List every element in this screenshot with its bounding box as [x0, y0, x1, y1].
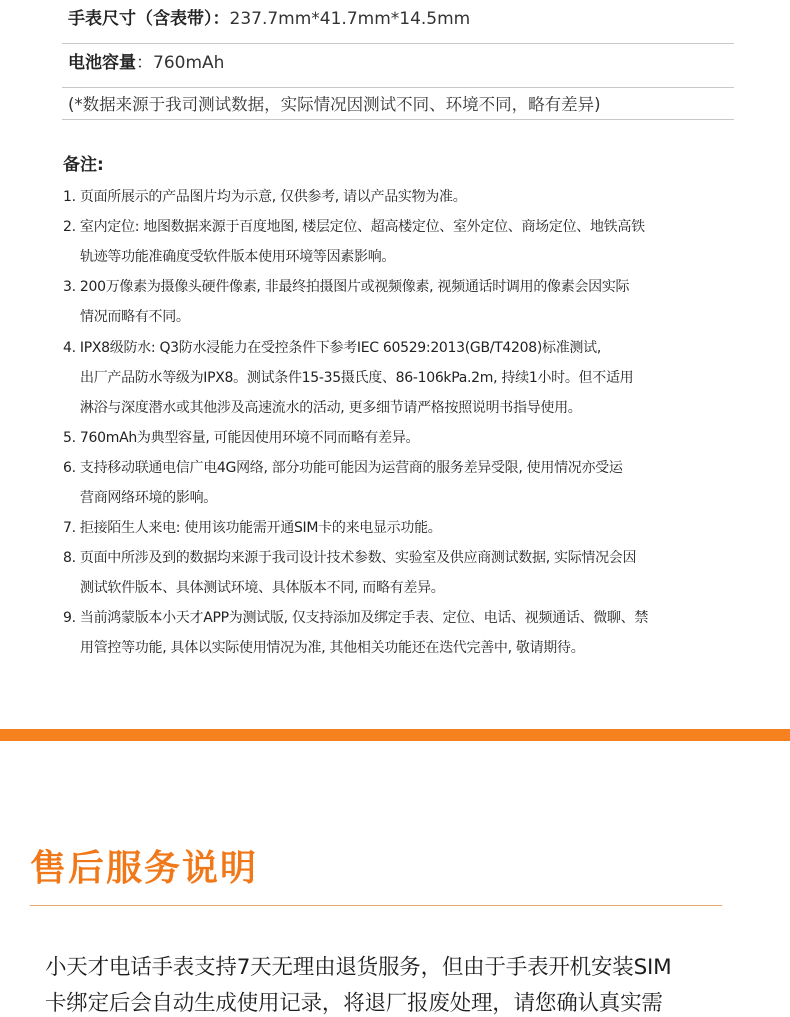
note-line: 6. 支持移动联通电信广电4G网络, 部分功能可能因为运营商的服务差异受限, 使用情况亦受运: [63, 460, 623, 476]
section-divider-bar: [0, 729, 790, 741]
note-line: 5. 760mAh为典型容量, 可能因使用环境不同而略有差异。: [63, 430, 420, 446]
note-line: 3. 200万像素为摄像头硬件像素, 非最终拍摄图片或视频像素, 视频通话时调用的像素会因实际: [63, 279, 630, 295]
note-line: 情况而略有不同。: [80, 309, 190, 325]
note-line: 淋浴与深度潜水或其他涉及高速流水的活动, 更多细节请严格按照说明书指导使用。: [80, 400, 582, 416]
after-sales-text-line: 卡绑定后会自动生成使用记录，将退厂报废处理，请您确认真实需: [45, 991, 663, 1016]
note-line: 2. 室内定位: 地图数据来源于百度地图, 楼层定位、超高楼定位、室外定位、商场定位、地铁高铁: [63, 219, 645, 235]
note-line: 8. 页面中所涉及到的数据均来源于我司设计技术参数、实验室及供应商测试数据, 实际情况会因: [63, 550, 637, 566]
spec-table: [62, 0, 734, 114]
note-line: 1. 页面所展示的产品图片均为示意, 仅供参考, 请以产品实物为准。: [63, 189, 467, 205]
battery-label: 电池容量: [68, 53, 136, 73]
spec-divider: [62, 119, 734, 120]
spec-row-battery: [62, 44, 734, 88]
note-line: 测试软件版本、具体测试环境、具体版本不同, 而略有差异。: [80, 580, 445, 596]
after-sales-title: 售后服务说明: [30, 848, 259, 889]
battery-value: ：760mAh: [136, 53, 225, 73]
note-line: 7. 拒接陌生人来电: 使用该功能需开通SIM卡的来电显示功能。: [63, 520, 442, 536]
notes-title: 备注:: [63, 155, 104, 175]
size-value: 237.7mm*41.7mm*14.5mm: [229, 9, 471, 29]
title-underline: [30, 905, 722, 906]
note-line: 用管控等功能, 具体以实际使用情况为准, 其他相关功能还在迭代完善中, 敬请期待。: [80, 640, 585, 656]
after-sales-text-line: 小天才电话手表支持7天无理由退货服务，但由于手表开机安装SIM: [45, 955, 672, 980]
spec-disclaimer: (*数据来源于我司测试数据，实际情况因测试不同、环境不同，略有差异): [68, 95, 601, 114]
note-line: 轨迹等功能准确度受软件版本使用环境等因素影响。: [80, 249, 396, 265]
note-line: 营商网络环境的影响。: [80, 490, 217, 506]
note-line: 4. IPX8级防水: Q3防水浸能力在受控条件下参考IEC 60529:2013(GB/T4208)标准测试,: [63, 340, 601, 356]
size-label: 手表尺寸（含表带）：: [68, 9, 230, 29]
spec-row-size: [62, 0, 734, 44]
note-line: 出厂产品防水等级为IPX8。测试条件15-35摄氏度、86-106kPa.2m, 持续1小时。但不适用: [80, 370, 634, 386]
note-line: 9. 当前鸿蒙版本小天才APP为测试版, 仅支持添加及绑定手表、定位、电话、视频通话、微聊、禁: [63, 610, 649, 626]
